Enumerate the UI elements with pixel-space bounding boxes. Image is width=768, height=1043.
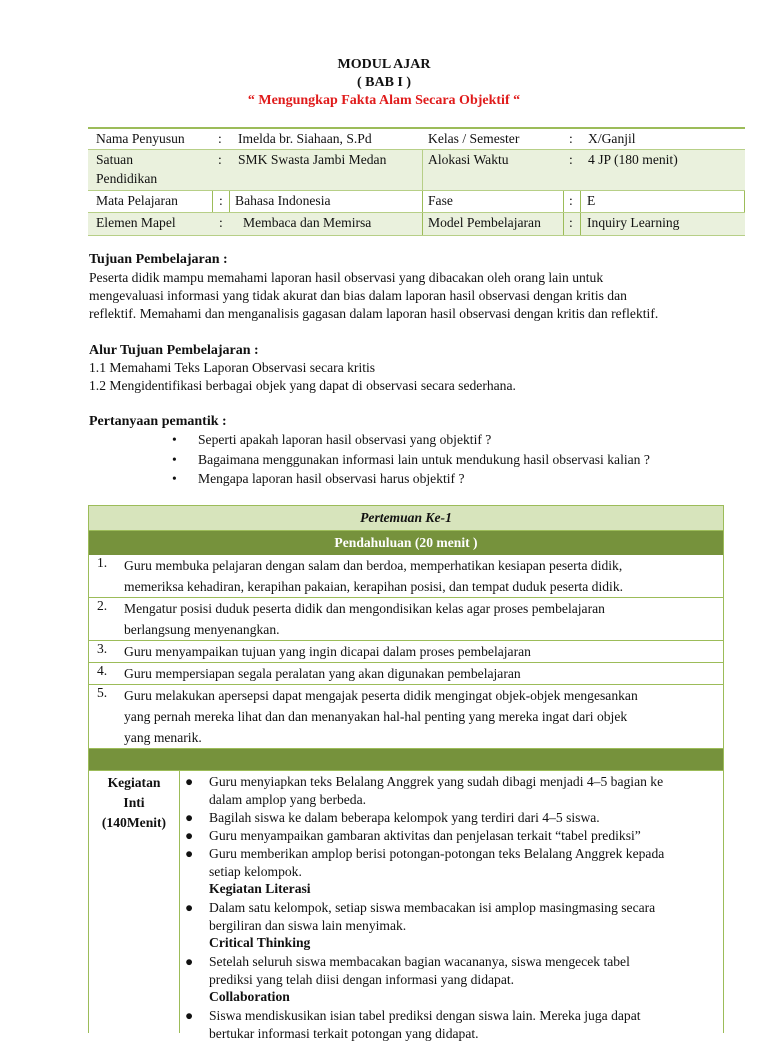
activity-line: Guru memberikan amplop berisi potongan-potongan teks Belalang Anggrek kepada xyxy=(209,846,665,861)
info-value: Inquiry Learning xyxy=(587,215,680,230)
step-line: yang pernah mereka lihat dan dan menanyakan hal-hal penting yang mereka ingat dari objek xyxy=(124,709,628,724)
step-text xyxy=(124,685,716,748)
info-label: Alokasi Waktu xyxy=(428,152,509,167)
section-divider xyxy=(89,749,723,771)
activity-line: bergiliran dan siswa lain menyimak. xyxy=(209,918,407,933)
bullet-icon: • xyxy=(172,452,177,467)
core-activity-row xyxy=(89,771,723,1041)
info-row xyxy=(88,191,745,213)
info-label: Kelas / Semester xyxy=(428,131,520,146)
info-label: Satuan xyxy=(96,152,133,167)
activity-line: Setelah seluruh siswa membacakan bagian wacananya, siswa mengecek tabel xyxy=(209,954,630,969)
bullet-icon: • xyxy=(172,471,177,486)
info-colon: : xyxy=(569,131,573,146)
activity-subheading: Collaboration xyxy=(209,989,290,1004)
step-line: Guru menyampaikan tujuan yang ingin dicapai dalam proses pembelajaran xyxy=(124,644,531,659)
step-row xyxy=(89,685,723,749)
info-label: Model Pembelajaran xyxy=(428,215,541,230)
activity-line: Guru menyampaikan gambaran aktivitas dan penjelasan terkait “tabel prediksi” xyxy=(209,828,641,843)
info-label: Elemen Mapel xyxy=(96,215,176,230)
info-colon: : xyxy=(569,193,573,208)
meeting-header: Pertemuan Ke-1 xyxy=(89,505,723,531)
bullet-icon: ● xyxy=(185,900,194,915)
chapter-label: ( BAB I ) xyxy=(356,75,412,90)
step-row xyxy=(89,663,723,685)
question-text: Mengapa laporan hasil observasi harus objektif ? xyxy=(198,471,465,486)
step-line: Mengatur posisi duduk peserta didik dan mengondisikan kelas agar proses pembelajaran xyxy=(124,601,605,616)
bullet-icon: ● xyxy=(185,954,194,969)
info-value: X/Ganjil xyxy=(588,131,636,146)
info-value: Membaca dan Memirsa xyxy=(243,215,372,230)
info-colon: : xyxy=(218,131,222,146)
info-colon: : xyxy=(218,152,222,167)
activity-line: prediksi yang telah diisi dengan informasi yang didapat. xyxy=(209,972,515,987)
activity-text xyxy=(209,1007,714,1043)
step-line: Guru melakukan apersepsi dapat mengajak peserta didik mengingat objek-objek mengesankan xyxy=(124,688,638,703)
bullet-icon: ● xyxy=(185,810,194,825)
core-label-line: Inti xyxy=(123,795,145,810)
bullet-icon: ● xyxy=(185,774,194,789)
document-title: MODUL AJAR xyxy=(337,57,431,72)
step-text xyxy=(124,663,716,684)
paragraph-line: reflektif. Memahami dan menganalisis gagasan dalam laporan hasil observasi dengan kritis dan reflektif. xyxy=(89,306,659,321)
info-table xyxy=(88,127,745,236)
core-label-line: Kegiatan xyxy=(107,775,161,790)
info-value: E xyxy=(587,193,596,208)
activity-text xyxy=(209,809,714,827)
activity-subheading: Kegiatan Literasi xyxy=(209,881,311,896)
step-line: Guru membuka pelajaran dengan salam dan berdoa, memperhatikan kesiapan peserta didik, xyxy=(124,558,623,573)
info-colon: : xyxy=(569,215,573,230)
step-number: 1. xyxy=(97,555,108,570)
core-label-line: (140Menit) xyxy=(101,815,167,830)
step-line: yang menarik. xyxy=(124,730,202,745)
step-number: 2. xyxy=(97,598,108,613)
section-title-alur: Alur Tujuan Pembelajaran : xyxy=(89,343,259,358)
step-row xyxy=(89,555,723,598)
info-value: SMK Swasta Jambi Medan xyxy=(238,152,387,167)
info-colon: : xyxy=(219,193,223,208)
activity-line: bertukar informasi terkait potongan yang didapat. xyxy=(209,1026,479,1041)
step-line: Guru mempersiapan segala peralatan yang akan digunakan pembelajaran xyxy=(124,666,521,681)
introduction-header: Pendahuluan (20 menit ) xyxy=(89,531,723,555)
activity-line: Dalam satu kelompok, setiap siswa membacakan isi amplop masingmasing secara xyxy=(209,900,656,915)
info-row xyxy=(88,150,745,191)
step-line: berlangsung menyenangkan. xyxy=(124,622,280,637)
info-row xyxy=(88,129,745,150)
section-title-tujuan: Tujuan Pembelajaran : xyxy=(89,252,228,267)
step-number: 4. xyxy=(97,663,108,678)
activity-text xyxy=(209,953,714,989)
info-value: 4 JP (180 menit) xyxy=(588,152,678,167)
question-item xyxy=(172,452,650,468)
activity-line: Siswa mendiskusikan isian tabel prediksi dengan siswa lain. Mereka juga dapat xyxy=(209,1008,641,1023)
document-subtitle: “ Mengungkap Fakta Alam Secara Objektif “ xyxy=(247,93,521,108)
info-row xyxy=(88,213,745,236)
activity-subheading: Critical Thinking xyxy=(209,935,311,950)
activity-text xyxy=(209,845,714,881)
bullet-icon: • xyxy=(172,432,177,447)
paragraph-line: mengevaluasi informasi yang tidak akurat dan bias dalam laporan hasil observasi dengan kritis dan xyxy=(89,288,627,303)
lesson-table xyxy=(88,505,724,1041)
bullet-icon: ● xyxy=(185,846,194,861)
activity-line: dalam amplop yang berbeda. xyxy=(209,792,367,807)
alur-item: 1.1 Memahami Teks Laporan Observasi secara kritis xyxy=(89,360,376,375)
step-row xyxy=(89,598,723,641)
activity-line: Bagilah siswa ke dalam beberapa kelompok yang terdiri dari 4–5 siswa. xyxy=(209,810,600,825)
activity-text xyxy=(209,827,714,845)
step-row xyxy=(89,641,723,663)
question-item xyxy=(172,471,465,487)
activity-text xyxy=(209,899,714,935)
core-activity-label xyxy=(89,771,180,1033)
question-item xyxy=(172,432,491,448)
info-label: Mata Pelajaran xyxy=(96,193,178,208)
section-title-pemantik: Pertanyaan pemantik : xyxy=(89,414,227,429)
step-number: 3. xyxy=(97,641,108,656)
info-label: Pendidikan xyxy=(96,171,158,186)
activity-text xyxy=(209,773,714,809)
info-value: Bahasa Indonesia xyxy=(235,193,331,208)
step-line: memeriksa kehadiran, kerapihan pakaian, kerapihan posisi, dan tempat duduk peserta didik. xyxy=(124,579,624,594)
alur-item: 1.2 Mengidentifikasi berbagai objek yang dapat di observasi secara sederhana. xyxy=(89,378,516,393)
step-number: 5. xyxy=(97,685,108,700)
info-colon: : xyxy=(219,215,223,230)
paragraph-line: Peserta didik mampu memahami laporan hasil observasi yang dibacakan oleh orang lain untuk xyxy=(89,270,604,285)
info-value: Imelda br. Siahaan, S.Pd xyxy=(238,131,372,146)
step-text xyxy=(124,555,716,597)
activity-line: Guru menyiapkan teks Belalang Anggrek yang sudah dibagi menjadi 4–5 bagian ke xyxy=(209,774,664,789)
info-label: Fase xyxy=(428,193,453,208)
question-text: Seperti apakah laporan hasil observasi yang objektif ? xyxy=(198,432,492,447)
question-text: Bagaimana menggunakan informasi lain untuk mendukung hasil observasi kalian ? xyxy=(198,452,650,467)
info-label: Nama Penyusun xyxy=(96,131,185,146)
step-text xyxy=(124,598,716,640)
activity-line: setiap kelompok. xyxy=(209,864,302,879)
bullet-icon: ● xyxy=(185,1008,194,1023)
info-colon: : xyxy=(569,152,573,167)
bullet-icon: ● xyxy=(185,828,194,843)
step-text xyxy=(124,641,716,662)
